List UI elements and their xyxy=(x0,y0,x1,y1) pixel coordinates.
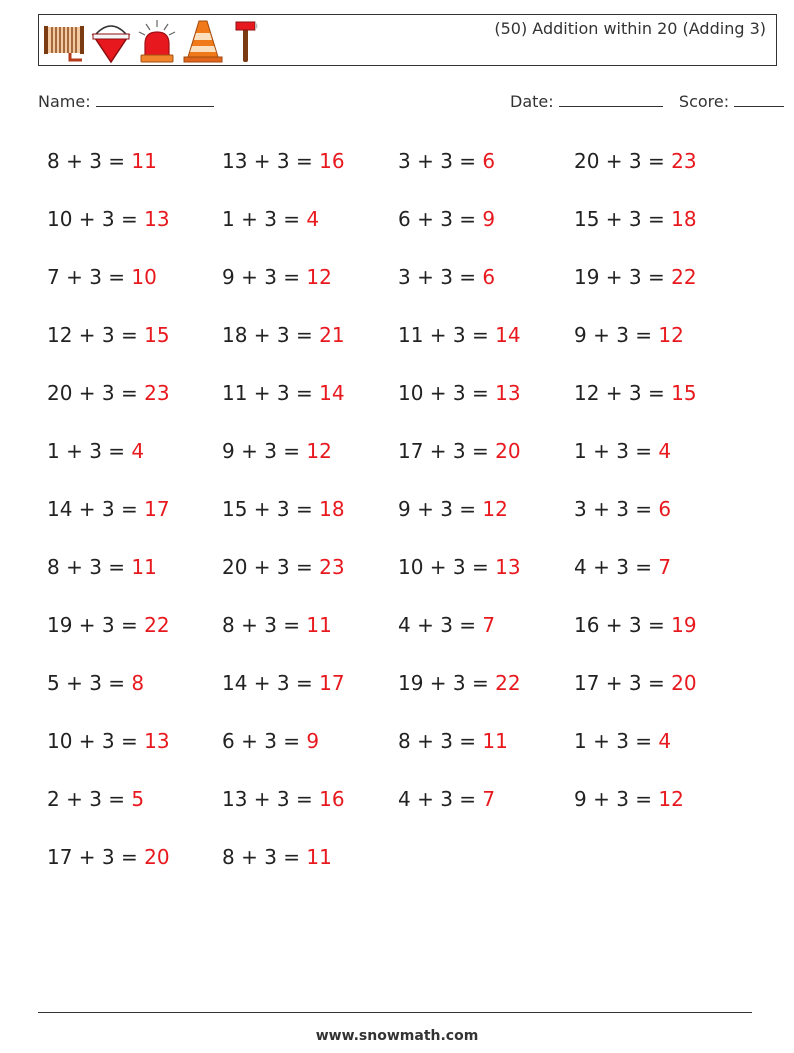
problem-question: 3 + 3 = xyxy=(398,149,483,173)
problem-answer: 23 xyxy=(671,149,697,173)
problem-question: 20 + 3 = xyxy=(47,381,145,405)
problem-item xyxy=(47,428,222,486)
problem-question: 20 + 3 = xyxy=(574,149,672,173)
problem-answer: 20 xyxy=(495,439,521,463)
problem-item xyxy=(47,138,222,196)
problem-item xyxy=(574,660,750,718)
problem-item xyxy=(47,834,222,892)
worksheet-title: (50) Addition within 20 (Adding 3) xyxy=(494,19,766,38)
problem-answer: 6 xyxy=(482,149,496,173)
problem-item xyxy=(222,544,398,602)
problem-answer: 14 xyxy=(319,381,345,405)
name-label: Name: xyxy=(38,92,91,111)
fire-axe-icon xyxy=(228,18,262,64)
footer-divider xyxy=(38,1012,752,1013)
problem-item xyxy=(222,486,398,544)
problem-answer: 15 xyxy=(144,323,170,347)
problem-question: 3 + 3 = xyxy=(398,265,483,289)
problem-item xyxy=(398,312,574,370)
problem-item xyxy=(574,486,750,544)
problem-question: 9 + 3 = xyxy=(222,439,307,463)
problem-question: 4 + 3 = xyxy=(398,787,483,811)
problem-question: 17 + 3 = xyxy=(398,439,496,463)
problem-item xyxy=(398,428,574,486)
problem-item xyxy=(222,370,398,428)
problem-item xyxy=(47,254,222,312)
problem-question: 4 + 3 = xyxy=(574,555,659,579)
problem-question: 8 + 3 = xyxy=(47,555,132,579)
problem-question: 10 + 3 = xyxy=(47,207,145,231)
problem-answer: 12 xyxy=(306,439,332,463)
problem-item xyxy=(222,196,398,254)
problem-answer: 22 xyxy=(144,613,170,637)
score-label: Score: xyxy=(678,92,730,111)
problem-answer: 12 xyxy=(658,787,684,811)
problem-item xyxy=(398,370,574,428)
problem-question: 17 + 3 = xyxy=(574,671,672,695)
problem-question: 8 + 3 = xyxy=(222,613,307,637)
problem-question: 9 + 3 = xyxy=(222,265,307,289)
problem-answer: 12 xyxy=(658,323,684,347)
problem-item xyxy=(398,196,574,254)
problem-item xyxy=(398,254,574,312)
problem-item xyxy=(47,544,222,602)
problem-question: 1 + 3 = xyxy=(222,207,307,231)
score-blank[interactable] xyxy=(734,92,784,107)
problem-grid xyxy=(47,138,767,892)
problem-answer: 11 xyxy=(306,613,332,637)
problem-answer: 13 xyxy=(495,555,521,579)
problem-question: 19 + 3 = xyxy=(398,671,496,695)
problem-answer: 18 xyxy=(671,207,697,231)
problem-item xyxy=(47,486,222,544)
problem-item xyxy=(47,660,222,718)
problem-item xyxy=(222,834,398,892)
problem-answer: 7 xyxy=(482,787,496,811)
problem-answer: 13 xyxy=(495,381,521,405)
problem-answer: 7 xyxy=(482,613,496,637)
problem-item xyxy=(574,196,750,254)
problem-question: 15 + 3 = xyxy=(574,207,672,231)
problem-item xyxy=(222,718,398,776)
problem-item xyxy=(222,138,398,196)
problem-question: 2 + 3 = xyxy=(47,787,132,811)
problem-question: 15 + 3 = xyxy=(222,497,320,521)
problem-question: 6 + 3 = xyxy=(222,729,307,753)
date-label: Date: xyxy=(510,92,554,111)
problem-question: 4 + 3 = xyxy=(398,613,483,637)
problem-answer: 8 xyxy=(131,671,145,695)
problem-answer: 20 xyxy=(671,671,697,695)
problem-question: 10 + 3 = xyxy=(398,381,496,405)
problem-item xyxy=(574,776,750,834)
problem-answer: 12 xyxy=(482,497,508,521)
problem-question: 19 + 3 = xyxy=(47,613,145,637)
problem-item xyxy=(574,544,750,602)
problem-item xyxy=(47,718,222,776)
problem-item xyxy=(222,254,398,312)
problem-question: 14 + 3 = xyxy=(222,671,320,695)
problem-question: 20 + 3 = xyxy=(222,555,320,579)
problem-question: 19 + 3 = xyxy=(574,265,672,289)
problem-item xyxy=(398,602,574,660)
problem-answer: 4 xyxy=(131,439,145,463)
problem-answer: 9 xyxy=(306,729,320,753)
problem-question: 10 + 3 = xyxy=(47,729,145,753)
problem-item xyxy=(574,254,750,312)
problem-answer: 17 xyxy=(144,497,170,521)
problem-answer: 15 xyxy=(671,381,697,405)
problem-item xyxy=(574,138,750,196)
date-blank[interactable] xyxy=(559,92,663,107)
problem-item xyxy=(47,370,222,428)
problem-question: 8 + 3 = xyxy=(398,729,483,753)
date-score-fields xyxy=(510,92,784,111)
problem-answer: 22 xyxy=(495,671,521,695)
problem-item xyxy=(574,370,750,428)
name-field xyxy=(38,92,214,111)
problem-item xyxy=(398,544,574,602)
problem-answer: 11 xyxy=(131,555,157,579)
problem-item xyxy=(398,776,574,834)
problem-question: 12 + 3 = xyxy=(574,381,672,405)
worksheet-header xyxy=(38,14,777,66)
problem-item xyxy=(47,602,222,660)
problem-answer: 18 xyxy=(319,497,345,521)
problem-item xyxy=(574,428,750,486)
problem-answer: 20 xyxy=(144,845,170,869)
problem-question: 5 + 3 = xyxy=(47,671,132,695)
problem-answer: 21 xyxy=(319,323,345,347)
problem-item xyxy=(222,312,398,370)
header-icons xyxy=(42,18,262,64)
problem-answer: 23 xyxy=(144,381,170,405)
problem-question: 8 + 3 = xyxy=(222,845,307,869)
problem-question: 9 + 3 = xyxy=(398,497,483,521)
fire-hose-icon xyxy=(42,18,86,64)
problem-question: 12 + 3 = xyxy=(47,323,145,347)
problem-answer: 11 xyxy=(131,149,157,173)
problem-answer: 4 xyxy=(658,439,672,463)
problem-question: 8 + 3 = xyxy=(47,149,132,173)
problem-item xyxy=(47,196,222,254)
problem-question: 1 + 3 = xyxy=(574,729,659,753)
problem-question: 17 + 3 = xyxy=(47,845,145,869)
problem-answer: 13 xyxy=(144,207,170,231)
problem-question: 9 + 3 = xyxy=(574,323,659,347)
problem-item xyxy=(398,486,574,544)
problem-item xyxy=(398,660,574,718)
problem-item xyxy=(222,602,398,660)
problem-item xyxy=(398,718,574,776)
problem-answer: 4 xyxy=(658,729,672,753)
problem-question: 3 + 3 = xyxy=(574,497,659,521)
problem-item xyxy=(398,138,574,196)
problem-answer: 16 xyxy=(319,787,345,811)
fire-bucket-icon xyxy=(90,18,132,64)
problem-answer: 5 xyxy=(131,787,145,811)
problem-answer: 17 xyxy=(319,671,345,695)
problem-question: 10 + 3 = xyxy=(398,555,496,579)
traffic-cone-icon xyxy=(182,18,224,64)
problem-question: 13 + 3 = xyxy=(222,787,320,811)
problem-question: 6 + 3 = xyxy=(398,207,483,231)
problem-item xyxy=(47,776,222,834)
problem-question: 7 + 3 = xyxy=(47,265,132,289)
problem-item xyxy=(222,660,398,718)
problem-answer: 9 xyxy=(482,207,496,231)
problem-question: 1 + 3 = xyxy=(47,439,132,463)
problem-answer: 11 xyxy=(482,729,508,753)
problem-item xyxy=(222,428,398,486)
problem-answer: 13 xyxy=(144,729,170,753)
problem-question: 14 + 3 = xyxy=(47,497,145,521)
problem-answer: 14 xyxy=(495,323,521,347)
siren-icon xyxy=(136,18,178,64)
problem-item xyxy=(574,312,750,370)
problem-answer: 4 xyxy=(306,207,320,231)
footer-url: www.snowmath.com xyxy=(315,1028,479,1044)
problem-answer: 7 xyxy=(658,555,672,579)
problem-item xyxy=(47,312,222,370)
problem-item xyxy=(574,718,750,776)
problem-question: 1 + 3 = xyxy=(574,439,659,463)
problem-answer: 12 xyxy=(306,265,332,289)
problem-item xyxy=(222,776,398,834)
problem-item xyxy=(574,602,750,660)
problem-answer: 10 xyxy=(131,265,157,289)
problem-answer: 6 xyxy=(658,497,672,521)
problem-answer: 6 xyxy=(482,265,496,289)
problem-answer: 23 xyxy=(319,555,345,579)
problem-question: 13 + 3 = xyxy=(222,149,320,173)
problem-answer: 22 xyxy=(671,265,697,289)
problem-answer: 19 xyxy=(671,613,697,637)
name-blank[interactable] xyxy=(96,92,214,107)
problem-question: 11 + 3 = xyxy=(398,323,496,347)
problem-answer: 11 xyxy=(306,845,332,869)
problem-question: 9 + 3 = xyxy=(574,787,659,811)
problem-question: 16 + 3 = xyxy=(574,613,672,637)
problem-question: 18 + 3 = xyxy=(222,323,320,347)
problem-question: 11 + 3 = xyxy=(222,381,320,405)
problem-answer: 16 xyxy=(319,149,345,173)
